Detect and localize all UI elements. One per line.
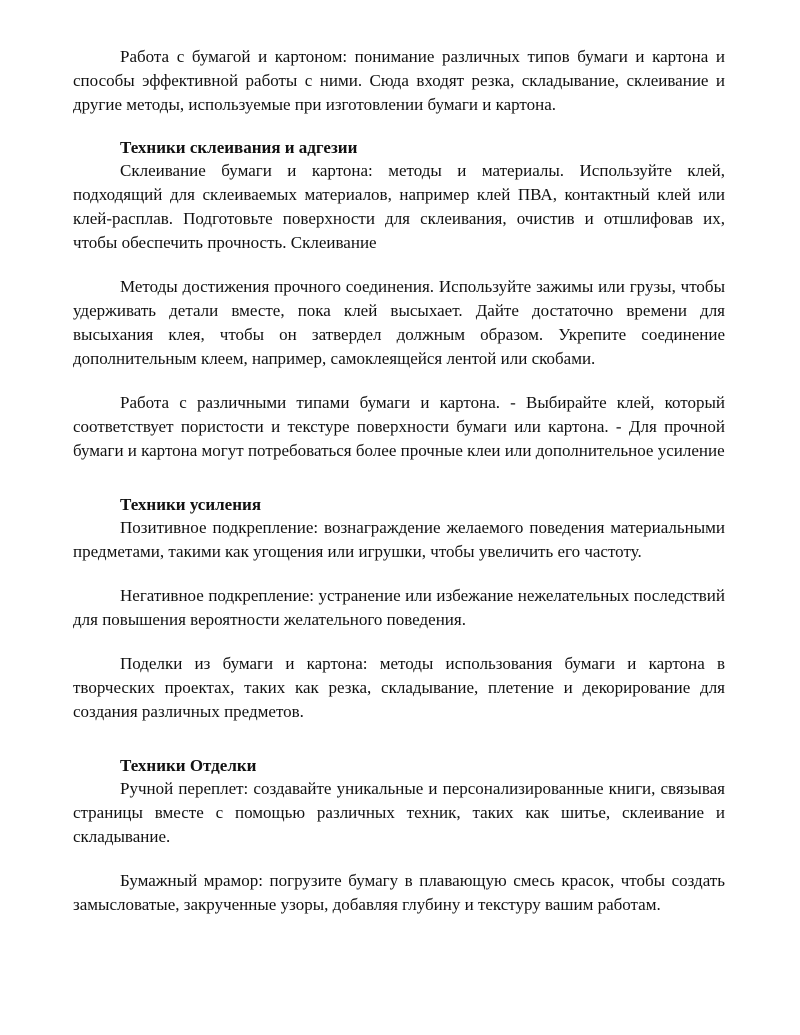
- paragraph-paper-marbling: Бумажный мрамор: погрузите бумагу в плавающую смесь красок, чтобы создать замысловатые, закрученные узоры, добавляя глубину и текстуру вашим работам.: [73, 871, 725, 914]
- paragraph-paper-types: Работа с различными типами бумаги и картона. - Выбирайте клей, который соответствует пористости и текстуре поверхности бумаги или картона. - Для прочной бумаги и картона могут потребоваться более прочные клеи или дополнительное усиление: [73, 393, 725, 460]
- document-page: [73, 45, 725, 917]
- paragraph-paper-crafts: Поделки из бумаги и картона: методы использования бумаги и картона в творческих проектах, таких как резка, складывание, плетение и декорирование для создания различных предметов.: [73, 654, 725, 721]
- heading-finishing-techniques: Техники Отделки: [120, 756, 257, 775]
- paragraph-gluing-methods: Склеивание бумаги и картона: методы и материалы. Используйте клей, подходящий для склеиваемых материалов, например клей ПВА, контактный клей или клей-расплав. Подготовьте поверхности для склеивания, очистив и отшлифовав их, чтобы обеспечить прочность. Склеивание: [73, 161, 725, 252]
- paragraph-bookbinding: Ручной переплет: создавайте уникальные и персонализированные книги, связывая страницы вместе с помощью различных техник, таких как шитье, склеивание и складывание.: [73, 779, 725, 846]
- paragraph-positive-reinforcement: Позитивное подкрепление: вознаграждение желаемого поведения материальными предметами, такими как угощения или игрушки, чтобы увеличить его частоту.: [73, 518, 725, 561]
- paragraph-paper-work: Работа с бумагой и картоном: понимание различных типов бумаги и картона и способы эффективной работы с ними. Сюда входят резка, складывание, склеивание и другие методы, используемые при изготовлении бумаги и картона.: [73, 47, 725, 114]
- heading-reinforcement-techniques: Техники усиления: [120, 495, 262, 514]
- paragraph-strong-joint: Методы достижения прочного соединения. Используйте зажимы или грузы, чтобы удерживать детали вместе, пока клей высыхает. Дайте достаточно времени для высыхания клея, чтобы он затвердел должным образом. Укрепите соединение дополнительным клеем, например, самоклеящейся лентой или скобами.: [73, 277, 725, 368]
- heading-gluing-techniques: Техники склеивания и адгезии: [120, 138, 358, 157]
- paragraph-negative-reinforcement: Негативное подкрепление: устранение или избежание нежелательных последствий для повышения вероятности желательного поведения.: [73, 586, 725, 629]
